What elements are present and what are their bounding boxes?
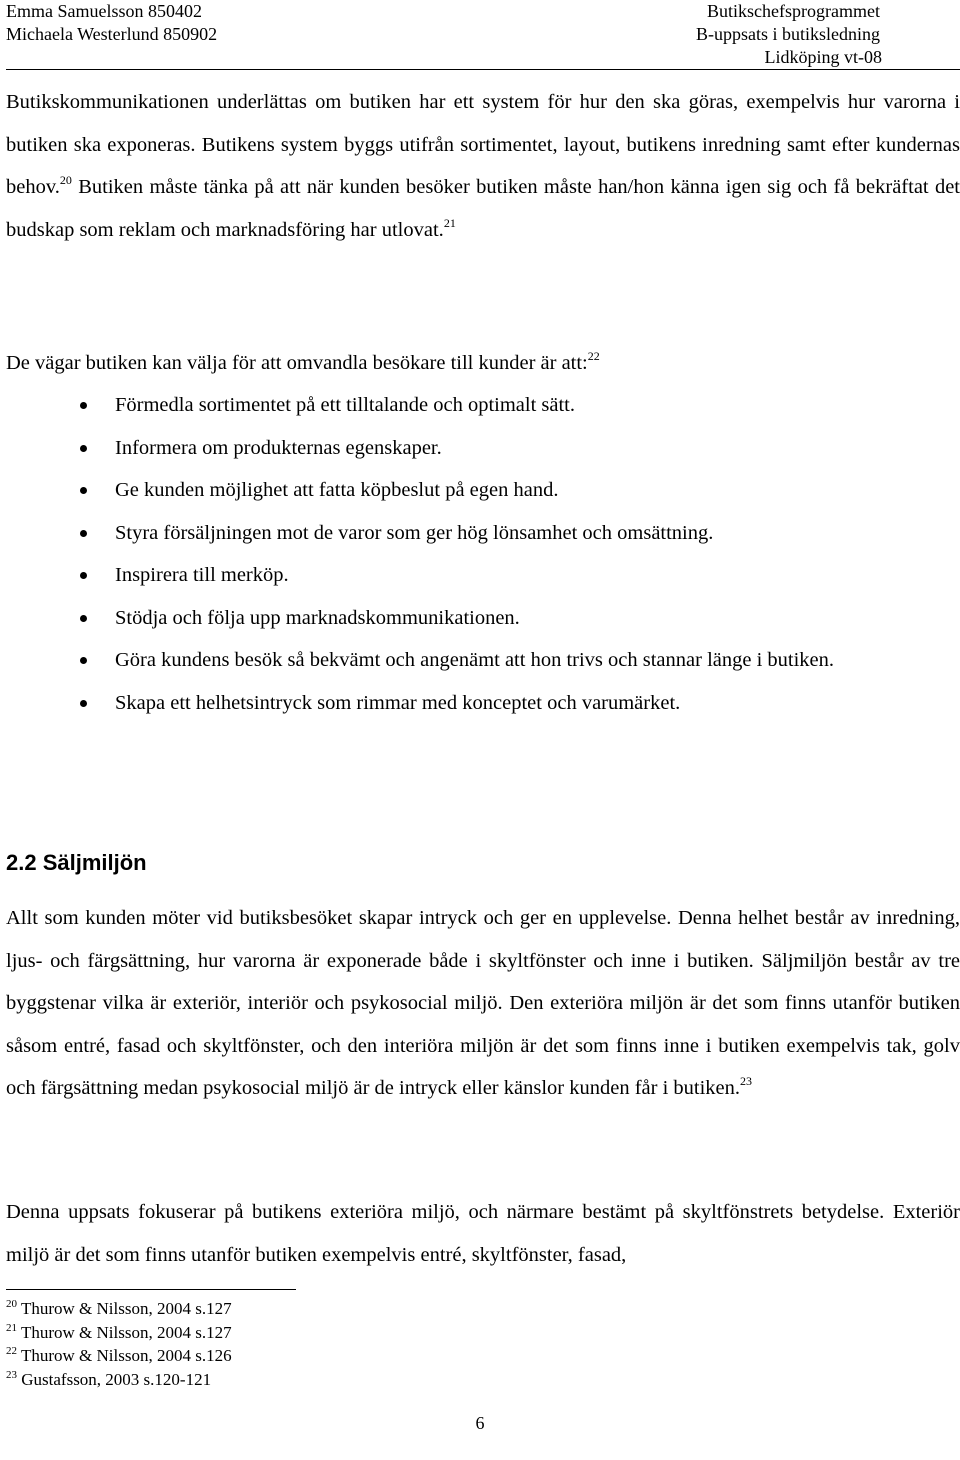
paragraph-vagar	[6, 342, 960, 385]
footnotes	[6, 1297, 232, 1391]
page-number: 6	[475, 1413, 485, 1433]
list-item	[6, 512, 960, 555]
paragraph-text: Butiken måste tänka på att när kunden besöker butiken måste han/hon känna igen sig och få bekräftat det budskap som reklam och marknadsföring har utlovat.	[6, 176, 960, 241]
bullet-icon	[80, 700, 87, 707]
list-item	[6, 597, 960, 640]
footnote-number: 21	[6, 1321, 17, 1334]
footnote-number: 20	[6, 1298, 17, 1310]
paragraph-uppsats	[6, 1191, 960, 1276]
thesis-type: B-uppsats i butiksledning	[696, 24, 880, 44]
bullet-list	[6, 384, 960, 724]
list-item	[6, 554, 960, 597]
program-name: Butikschefsprogrammet	[707, 1, 880, 21]
page-header-left	[6, 0, 217, 46]
footnote-ref: 22	[587, 349, 600, 363]
paragraph-text: Allt som kunden möter vid butiksbesöket skapar intryck och ger en upplevelse. Denna helhet består av inredning, ljus- och färgsättning, hur varorna är exponerade både i skyltfönster och inne i butiken. Säljmiljön består av tre byggstenar vilka är exteriör, interiör och psykosocial miljö. Den exteriöra miljön är det som finns utanför butiken såsom entré, fasad och skyltfönster, och den interiöra miljön är det som finns inne i butiken exempelvis tak, golv och färgsättning medan psykosocial miljö är de intryck eller känslor kunden får i butiken.	[6, 907, 960, 1099]
list-item	[6, 384, 960, 427]
list-item-text: Inspirera till merköp.	[115, 564, 289, 586]
bullet-icon	[80, 445, 87, 452]
bullet-icon	[80, 615, 87, 622]
paragraph-text: De vägar butiken kan välja för att omvandla besökare till kunder är att:	[6, 352, 588, 374]
header-rule	[6, 69, 960, 70]
list-item-text: Skapa ett helhetsintryck som rimmar med konceptet och varumärket.	[115, 691, 681, 714]
paragraph-butikskommunikation	[6, 81, 960, 251]
paragraph-text: Denna uppsats fokuserar på butikens exteriöra miljö, och närmare bestämt på skyltfönstrets betydelse. Exteriör miljö är det som finns utanför butiken exempelvis entré, skyltfönster, fasad,	[6, 1201, 960, 1266]
list-item-text: Ge kunden möjlighet att fatta köpbeslut på egen hand.	[115, 479, 559, 501]
list-item-text: Informera om produkternas egenskaper.	[115, 436, 442, 459]
footnote	[6, 1368, 232, 1392]
author-2: Michaela Westerlund 850902	[6, 24, 218, 44]
bullet-icon	[80, 487, 87, 494]
footnote	[6, 1297, 232, 1321]
footnote-rule	[6, 1289, 296, 1290]
bullet-icon	[80, 530, 87, 537]
footnote	[6, 1321, 232, 1345]
author-1: Emma Samuelsson 850402	[6, 1, 202, 21]
list-item-text: Förmedla sortimentet på ett tilltalande och optimalt sätt.	[115, 394, 575, 416]
list-item-text: Göra kundens besök så bekvämt och angenämt att hon trivs och stannar länge i butiken.	[115, 649, 835, 671]
page-header-right	[696, 0, 880, 69]
bullet-icon	[80, 572, 87, 579]
footnote-text: Thurow & Nilsson, 2004 s.127	[20, 1322, 232, 1342]
list-item	[6, 469, 960, 512]
footnote	[6, 1344, 232, 1368]
footnote-number: 22	[6, 1345, 17, 1357]
section-heading: 2.2 Säljmiljön	[6, 850, 147, 875]
footnote-text: Thurow & Nilsson, 2004 s.127	[20, 1299, 232, 1318]
list-item	[6, 427, 960, 470]
paragraph-saljmiljo	[6, 897, 960, 1110]
list-item	[6, 682, 960, 725]
list-item-text: Styra försäljningen mot de varor som ger hög lönsamhet och omsättning.	[115, 521, 714, 544]
paragraph-text: Butikskommunikationen underlättas om butiken har ett system för hur den ska göras, exempelvis hur varorna i butiken ska exponeras. Butikens system byggs utifrån sortimentet, layout, butikens inredning samt efter kundernas behov.	[6, 91, 960, 198]
footnote-ref: 20	[59, 173, 72, 187]
list-item	[6, 639, 960, 682]
footnote-text: Thurow & Nilsson, 2004 s.126	[20, 1346, 232, 1365]
bullet-icon	[80, 402, 87, 409]
footnote-number: 23	[6, 1368, 17, 1381]
place-term: Lidköping vt-08	[764, 47, 882, 67]
footnote-ref: 21	[443, 215, 456, 230]
list-item-text: Stödja och följa upp marknadskommunikationen.	[115, 606, 520, 629]
bullet-icon	[80, 657, 87, 664]
footnote-ref: 23	[740, 1074, 753, 1088]
footnote-text: Gustafsson, 2003 s.120-121	[21, 1369, 212, 1389]
